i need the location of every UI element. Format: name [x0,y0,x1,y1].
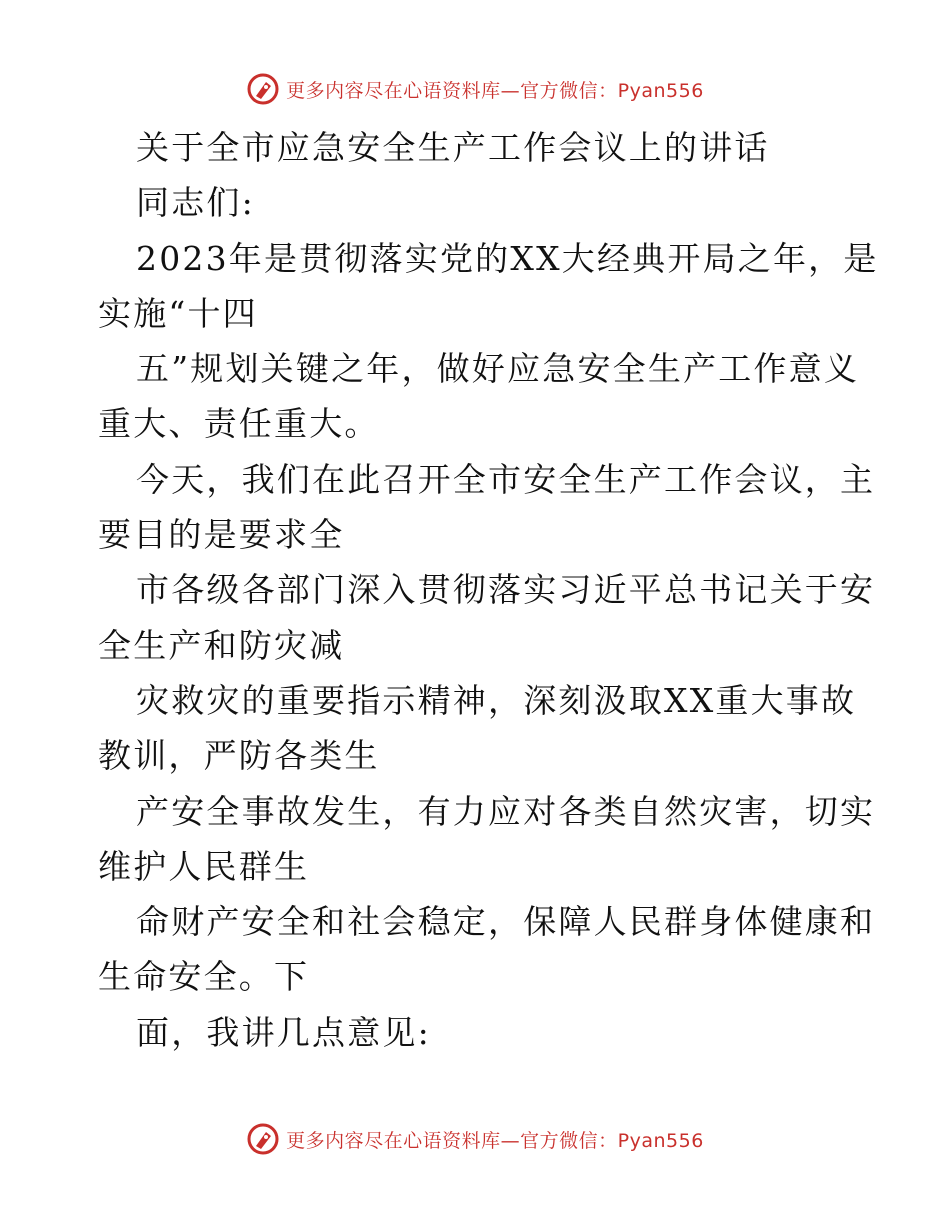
watermark-text: 更多内容尽在心语资料库—官方微信：Pyan556 [286,1129,704,1152]
footer-watermark [0,1122,950,1156]
text-line: 2023年是贯彻落实党的XX大经典开局之年，是 [136,238,879,278]
pen-nib-logo-icon [246,72,280,106]
text-line: 实施“十四 [98,293,258,333]
text-line: 重大、责任重大。 [98,404,380,444]
text-line: 教训，严防各类生 [98,736,380,776]
text-line: 五”规划关键之年，做好应急安全生产工作意义 [136,349,860,389]
text-line: 要目的是要求全 [98,515,345,555]
text-line: 灾救灾的重要指示精神，深刻汲取XX重大事故 [136,680,857,720]
text-line: 面，我讲几点意见: [136,1012,431,1052]
text-line: 生命安全。下 [98,957,310,997]
text-line: 今天，我们在此召开全市安全生产工作会议，主 [136,459,876,499]
text-line: 关于全市应急安全生产工作会议上的讲话 [136,128,770,167]
text-line: 产安全事故发生，有力应对各类自然灾害，切实 [136,791,876,831]
text-line: 市各级各部门深入贯彻落实习近平总书记关于安 [136,570,876,610]
header-watermark [0,72,950,106]
pen-nib-logo-icon [246,1122,280,1156]
text-line: 维护人民群生 [98,846,310,886]
text-line: 命财产安全和社会稳定，保障人民群身体健康和 [136,902,876,942]
document-body [98,122,879,1059]
watermark-text: 更多内容尽在心语资料库—官方微信：Pyan556 [286,79,704,102]
text-line: 全生产和防灾减 [98,625,345,665]
text-line: 同志们: [136,183,255,223]
